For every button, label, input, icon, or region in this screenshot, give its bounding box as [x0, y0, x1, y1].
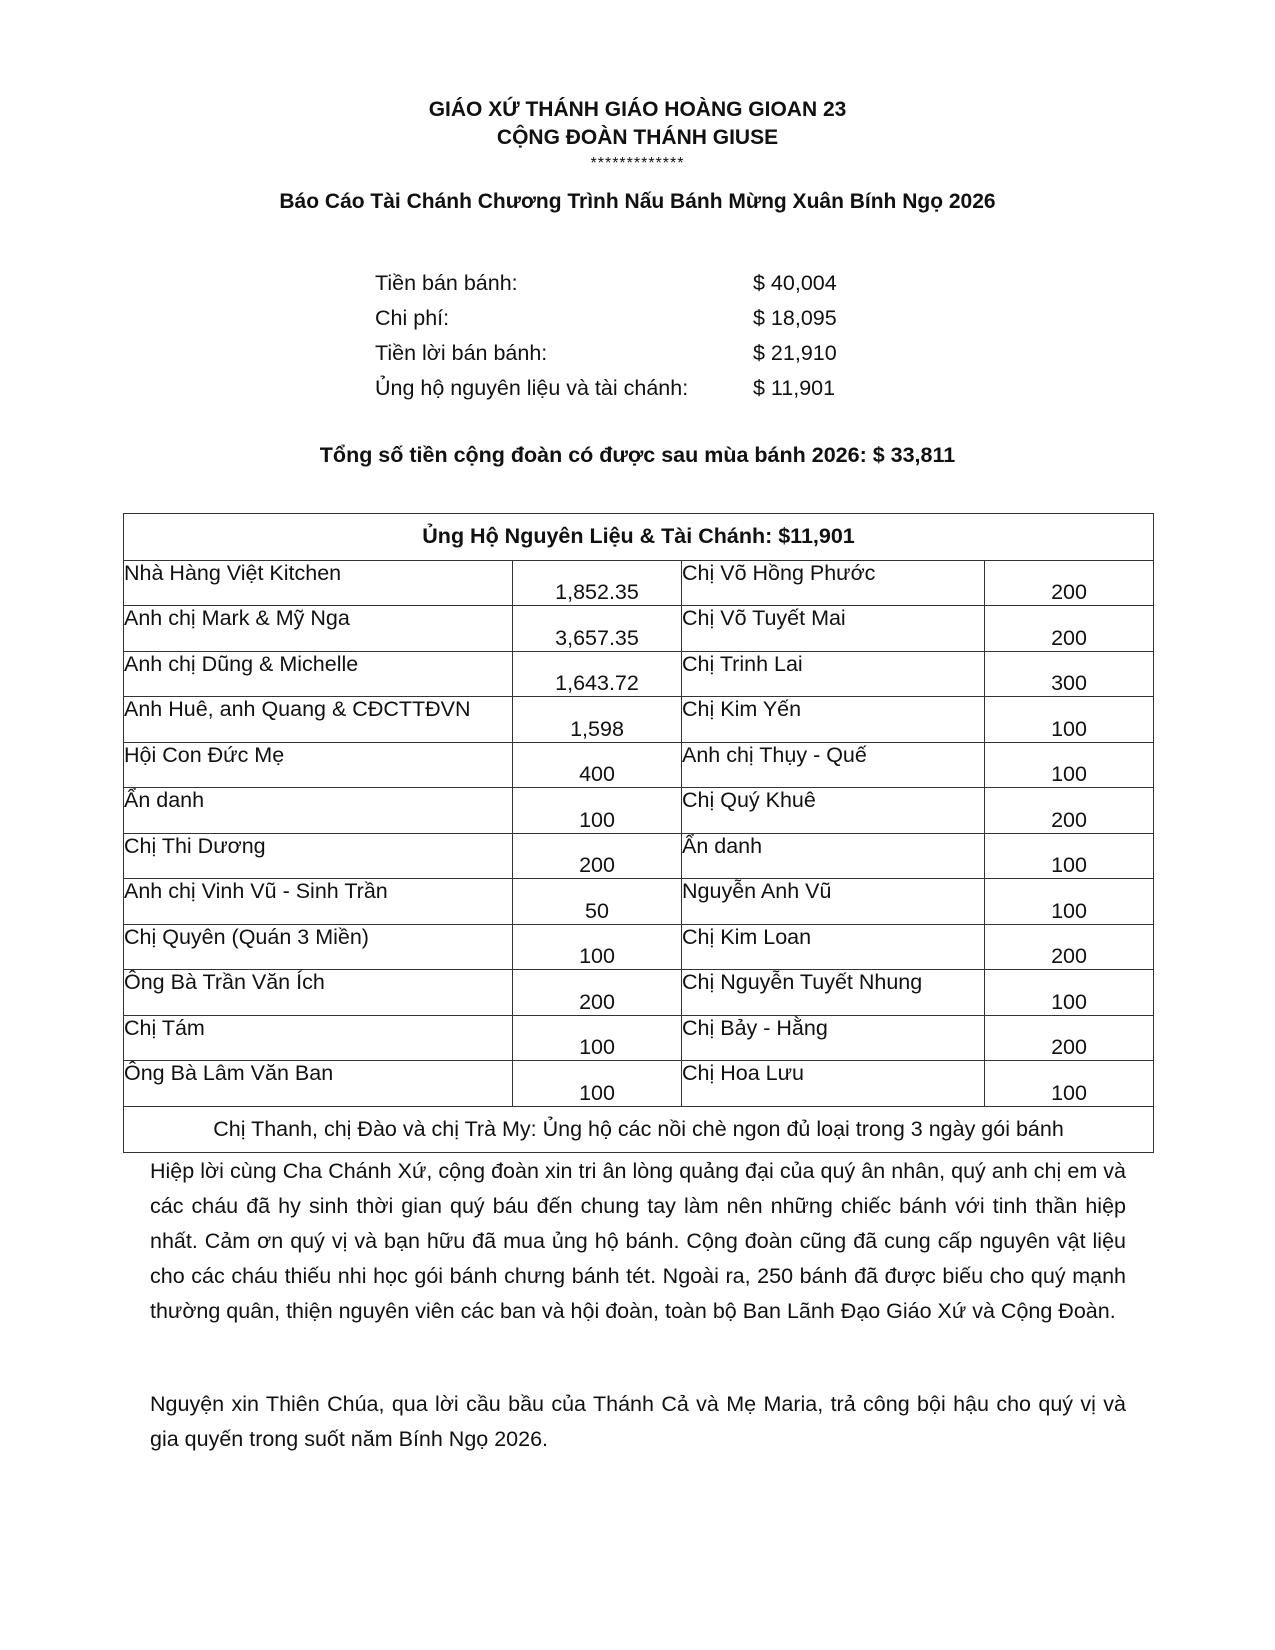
donor-name: Anh chị Thụy - Quế: [682, 742, 985, 788]
table-row: [124, 924, 1154, 970]
donor-name: Anh chị Dũng & Michelle: [124, 651, 513, 697]
donor-amount: 1,598: [513, 697, 682, 743]
donor-amount: 200: [985, 606, 1154, 652]
summary-row-donations: [375, 371, 895, 406]
table-row: [124, 1061, 1154, 1107]
donor-amount: 1,852.35: [513, 560, 682, 606]
donor-amount: 100: [985, 1061, 1154, 1107]
summary-value: $ 11,901: [753, 376, 836, 400]
summary-value: $ 18,095: [753, 306, 837, 330]
summary-row-profit: [375, 336, 895, 371]
donor-name: Ẩn danh: [124, 788, 513, 834]
donor-name: Chị Thi Dương: [124, 833, 513, 879]
summary-row-expenses: [375, 301, 895, 336]
donor-name: Hội Con Đức Mẹ: [124, 742, 513, 788]
donor-name: Nguyễn Anh Vũ: [682, 879, 985, 925]
report-title: Báo Cáo Tài Chánh Chương Trình Nấu Bánh Mừng Xuân Bính Ngọ 2026: [279, 190, 996, 213]
donor-name: Ẩn danh: [682, 833, 985, 879]
donor-amount: 100: [513, 788, 682, 834]
donor-name: Chị Quyên (Quán 3 Miền): [124, 924, 513, 970]
donor-name: Anh chị Vinh Vũ - Sinh Trần: [124, 879, 513, 925]
table-row: [124, 742, 1154, 788]
donor-name: Chị Tám: [124, 1015, 513, 1061]
donor-amount: 3,657.35: [513, 606, 682, 652]
donor-amount: 100: [985, 697, 1154, 743]
donor-amount: 100: [513, 1015, 682, 1061]
financial-summary: [375, 266, 895, 406]
donor-name: Chị Quý Khuê: [682, 788, 985, 834]
donor-amount: 300: [985, 651, 1154, 697]
summary-value: $ 40,004: [753, 271, 837, 295]
total-amount-line: Tổng số tiền cộng đoàn có được sau mùa bánh 2026: $ 33,811: [319, 443, 956, 467]
table-row: [124, 1015, 1154, 1061]
donor-name: Chị Kim Yến: [682, 697, 985, 743]
donor-name: Anh chị Mark & Mỹ Nga: [124, 606, 513, 652]
donor-name: Chị Võ Hồng Phước: [682, 560, 985, 606]
summary-label: Chi phí:: [375, 306, 450, 330]
donor-amount: 200: [985, 1015, 1154, 1061]
donor-amount: 100: [513, 924, 682, 970]
donor-amount: 200: [985, 560, 1154, 606]
summary-label: Ủng hộ nguyên liệu và tài chánh:: [375, 376, 689, 400]
donor-table-footer-note: Chị Thanh, chị Đào và chị Trà My: Ủng hộ các nồi chè ngon đủ loại trong 3 ngày gói bánh: [124, 1106, 1154, 1153]
separator-stars: *************: [590, 155, 685, 172]
donor-table: [123, 513, 1154, 1153]
donor-amount: 100: [985, 742, 1154, 788]
thanks-paragraph: Hiệp lời cùng Cha Chánh Xứ, cộng đoàn xin tri ân lòng quảng đại của quý ân nhân, quý anh chị em và các cháu đã hy sinh thời gian quý báu đến chung tay làm nên những chiếc bánh với tinh thần hiệp nhất. Cảm ơn quý vị và bạn hữu đã mua ủng hộ bánh. Cộng đoàn cũng đã cung cấp nguyên vật liệu cho các cháu thiếu nhi học gói bánh chưng bánh tét. Ngoài ra, 250 bánh đã được biếu cho quý mạnh thường quân, thiện nguyên viên các ban và hội đoàn, toàn bộ Ban Lãnh Đạo Giáo Xứ và Cộng Đoàn.: [150, 1159, 1126, 1323]
table-row: [124, 697, 1154, 743]
table-row: [124, 651, 1154, 697]
donor-amount: 200: [513, 970, 682, 1016]
summary-label: Tiền lời bán bánh:: [375, 341, 548, 365]
donor-amount: 100: [985, 970, 1154, 1016]
blessing-paragraph: Nguyện xin Thiên Chúa, qua lời cầu bầu của Thánh Cả và Mẹ Maria, trả công bội hậu cho quý vị và gia quyến trong suốt năm Bính Ngọ 2026.: [150, 1392, 1126, 1451]
table-row: [124, 879, 1154, 925]
table-row: [124, 970, 1154, 1016]
donor-amount: 100: [513, 1061, 682, 1107]
donor-name: Anh Huê, anh Quang & CĐCTTĐVN: [124, 697, 513, 743]
summary-label: Tiền bán bánh:: [375, 271, 518, 295]
table-row: [124, 788, 1154, 834]
donor-table-title: Ủng Hộ Nguyên Liệu & Tài Chánh: $11,901: [124, 514, 1154, 561]
table-row: [124, 560, 1154, 606]
donor-name: Chị Trinh Lai: [682, 651, 985, 697]
donor-amount: 50: [513, 879, 682, 925]
donor-amount: 100: [985, 833, 1154, 879]
parish-name: GIÁO XỨ THÁNH GIÁO HOÀNG GIOAN 23: [428, 98, 847, 121]
donor-name: Ông Bà Lâm Văn Ban: [124, 1061, 513, 1107]
donor-name: Chị Võ Tuyết Mai: [682, 606, 985, 652]
donor-name: Ông Bà Trần Văn Ích: [124, 970, 513, 1016]
donor-name: Nhà Hàng Việt Kitchen: [124, 560, 513, 606]
summary-row-sales: [375, 266, 895, 301]
summary-value: $ 21,910: [753, 341, 837, 365]
donor-name: Chị Bảy - Hằng: [682, 1015, 985, 1061]
donor-name: Chị Nguyễn Tuyết Nhung: [682, 970, 985, 1016]
donor-amount: 1,643.72: [513, 651, 682, 697]
donor-name: Chị Kim Loan: [682, 924, 985, 970]
donor-amount: 200: [985, 788, 1154, 834]
donor-table-body: [124, 560, 1154, 1106]
donor-amount: 200: [985, 924, 1154, 970]
donor-amount: 100: [985, 879, 1154, 925]
community-name: CỘNG ĐOÀN THÁNH GIUSE: [496, 126, 779, 149]
table-row: [124, 833, 1154, 879]
donor-amount: 200: [513, 833, 682, 879]
donor-amount: 400: [513, 742, 682, 788]
donor-name: Chị Hoa Lưu: [682, 1061, 985, 1107]
table-row: [124, 606, 1154, 652]
